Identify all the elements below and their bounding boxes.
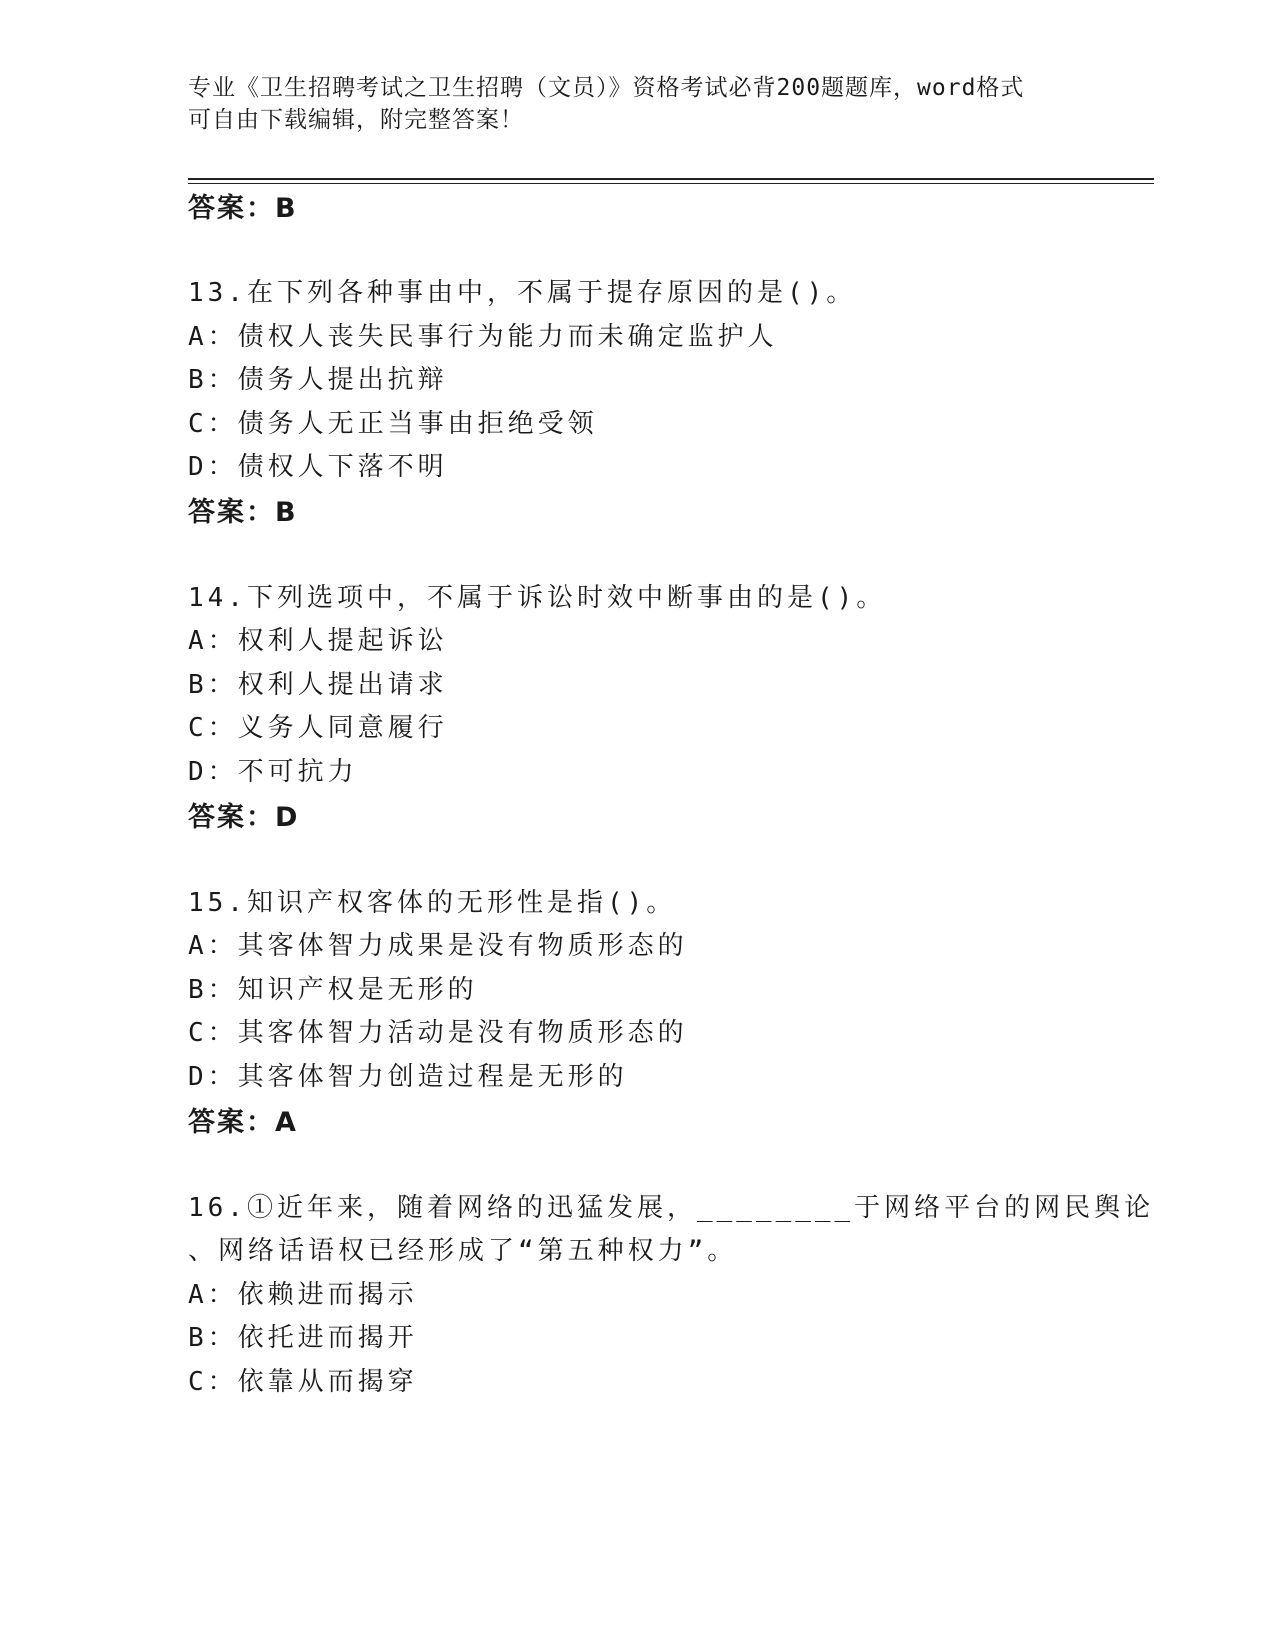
question-14-option-a: A：权利人提起诉讼	[188, 626, 448, 656]
question-15-answer: 答案：A	[188, 1107, 298, 1138]
question-15-option-a: A：其客体智力成果是没有物质形态的	[188, 931, 688, 961]
question-14-stem: 14.下列选项中，不属于诉讼时效中断事由的是()。	[188, 583, 887, 613]
header-rule-thin	[188, 183, 1154, 184]
question-13-option-c: C：债务人无正当事由拒绝受领	[188, 409, 598, 439]
question-16-option-b: B：依托进而揭开	[188, 1323, 418, 1353]
header-line-2: 可自由下载编辑，附完整答案！	[188, 107, 524, 133]
question-13-option-d: D：债权人下落不明	[188, 452, 448, 482]
question-13-stem: 13.在下列各种事由中，不属于提存原因的是()。	[188, 278, 857, 308]
question-15-option-c: C：其客体智力活动是没有物质形态的	[188, 1018, 688, 1048]
question-15-option-b: B：知识产权是无形的	[188, 975, 478, 1005]
header-line-1: 专业《卫生招聘考试之卫生招聘（文员）》资格考试必背200题题库，word格式	[188, 75, 1025, 101]
question-13-option-a: A：债权人丧失民事行为能力而未确定监护人	[188, 322, 778, 352]
question-14-option-d: D：不可抗力	[188, 757, 358, 787]
document-header	[188, 72, 1088, 136]
question-14-option-b: B：权利人提出请求	[188, 670, 448, 700]
question-15-option-d: D：其客体智力创造过程是无形的	[188, 1062, 628, 1092]
question-14-option-c: C：义务人同意履行	[188, 713, 448, 743]
header-rule-thick	[188, 178, 1154, 180]
question-16-stem-line-1: 16.①近年来，随着网络的迅猛发展，________于网络平台的网民舆论	[188, 1193, 1155, 1223]
question-16-option-a: A：依赖进而揭示	[188, 1280, 418, 1310]
question-15-stem: 15.知识产权客体的无形性是指()。	[188, 888, 677, 918]
question-13-option-b: B：债务人提出抗辩	[188, 365, 448, 395]
question-13-answer: 答案：B	[188, 497, 298, 528]
question-16-stem-line-2: 、网络话语权已经形成了“第五种权力”。	[188, 1236, 738, 1266]
previous-answer: 答案：B	[188, 193, 298, 224]
question-16-option-c: C：依靠从而揭穿	[188, 1367, 418, 1397]
question-14-answer: 答案：D	[188, 802, 300, 833]
